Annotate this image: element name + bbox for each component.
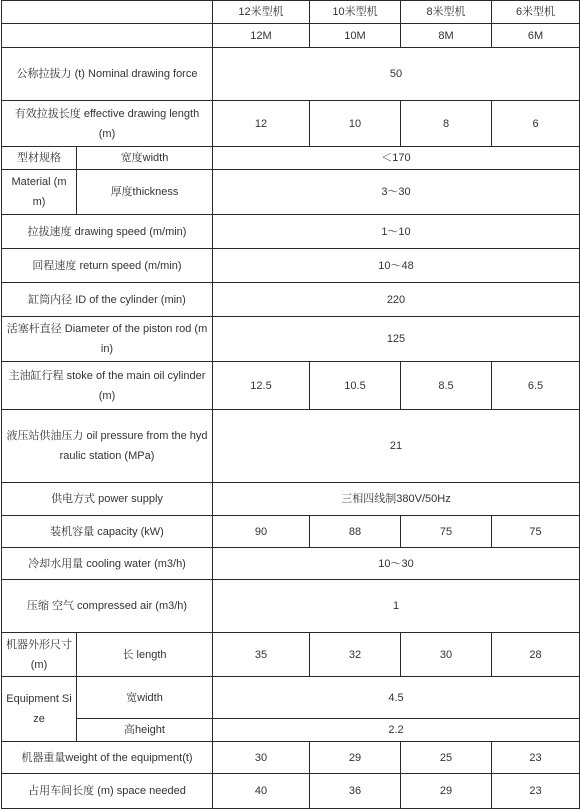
row-power-supply <box>2 483 580 516</box>
effective-length-label: 有效拉拔长度 effective drawing length (m) <box>2 101 213 147</box>
equipment-length-8m: 30 <box>401 633 492 677</box>
stroke-10m: 10.5 <box>310 362 401 410</box>
cylinder-id-value: 220 <box>213 283 580 317</box>
stroke-12m: 12.5 <box>213 362 310 410</box>
return-speed-value: 10～48 <box>213 249 580 283</box>
space-needed-label: 占用车间长度 (m) space needed <box>2 774 213 809</box>
model-12m-en: 12M <box>213 24 310 48</box>
equipment-length-6m: 28 <box>492 633 580 677</box>
row-cylinder-id <box>2 283 580 317</box>
capacity-12m: 90 <box>213 516 310 548</box>
equipment-height-value: 2.2 <box>213 719 580 742</box>
stroke-label: 主油缸行程 stoke of the main oil cylinder (m) <box>2 362 213 410</box>
model-8m-cn: 8米型机 <box>401 1 492 24</box>
oil-pressure-value: 21 <box>213 410 580 483</box>
spec-table <box>1 0 580 809</box>
stroke-6m: 6.5 <box>492 362 580 410</box>
power-supply-label: 供电方式 power supply <box>2 483 213 516</box>
row-equipment-height <box>2 719 580 742</box>
effective-length-10m: 10 <box>310 101 401 147</box>
cooling-water-label: 冷却水用量 cooling water (m3/h) <box>2 548 213 580</box>
space-needed-12m: 40 <box>213 774 310 809</box>
equipment-length-label: 长 length <box>77 633 213 677</box>
capacity-label: 装机容量 capacity (kW) <box>2 516 213 548</box>
oil-pressure-label: 液压站供油压力 oil pressure from the hydraulic station (MPa) <box>2 410 213 483</box>
model-8m-en: 8M <box>401 24 492 48</box>
cooling-water-value: 10～30 <box>213 548 580 580</box>
effective-length-12m: 12 <box>213 101 310 147</box>
header-row-en <box>2 24 580 48</box>
effective-length-6m: 6 <box>492 101 580 147</box>
compressed-air-value: 1 <box>213 580 580 633</box>
weight-12m: 30 <box>213 742 310 774</box>
piston-rod-label: 活塞杆直径 Diameter of the piston rod (min) <box>2 317 213 362</box>
row-compressed-air <box>2 580 580 633</box>
profile-width-label: 宽度width <box>77 147 213 170</box>
header-row-cn <box>2 1 580 24</box>
return-speed-label: 回程速度 return speed (m/min) <box>2 249 213 283</box>
equipment-height-label: 高height <box>77 719 213 742</box>
row-capacity <box>2 516 580 548</box>
row-equipment-width <box>2 677 580 719</box>
nominal-force-label: 公称拉拔力 (t) Nominal drawing force <box>2 48 213 101</box>
row-nominal-force <box>2 48 580 101</box>
equipment-size-group-label-cn: 机器外形尺寸(m) <box>2 633 77 677</box>
effective-length-8m: 8 <box>401 101 492 147</box>
model-10m-en: 10M <box>310 24 401 48</box>
model-10m-cn: 10米型机 <box>310 1 401 24</box>
weight-10m: 29 <box>310 742 401 774</box>
row-equipment-length <box>2 633 580 677</box>
header-corner-cell <box>2 1 213 24</box>
profile-width-value: ＜170 <box>213 147 580 170</box>
space-needed-8m: 29 <box>401 774 492 809</box>
row-profile-thickness <box>2 170 580 215</box>
drawing-speed-label: 拉拔速度 drawing speed (m/min) <box>2 215 213 249</box>
compressed-air-label: 压缩 空气 compressed air (m3/h) <box>2 580 213 633</box>
cylinder-id-label: 缸筒内径 ID of the cylinder (min) <box>2 283 213 317</box>
weight-6m: 23 <box>492 742 580 774</box>
row-effective-length <box>2 101 580 147</box>
row-weight <box>2 742 580 774</box>
equipment-length-12m: 35 <box>213 633 310 677</box>
stroke-8m: 8.5 <box>401 362 492 410</box>
equipment-width-label: 宽width <box>77 677 213 719</box>
model-12m-cn: 12米型机 <box>213 1 310 24</box>
weight-label: 机器重量weight of the equipment(t) <box>2 742 213 774</box>
capacity-6m: 75 <box>492 516 580 548</box>
row-space-needed <box>2 774 580 809</box>
header-corner-cell-2 <box>2 24 213 48</box>
row-oil-pressure <box>2 410 580 483</box>
piston-rod-value: 125 <box>213 317 580 362</box>
profile-thickness-value: 3～30 <box>213 170 580 215</box>
power-supply-value: 三相四线制380V/50Hz <box>213 483 580 516</box>
space-needed-10m: 36 <box>310 774 401 809</box>
row-piston-rod <box>2 317 580 362</box>
equipment-size-group-label-en: Equipment Size <box>2 677 77 742</box>
capacity-10m: 88 <box>310 516 401 548</box>
row-return-speed <box>2 249 580 283</box>
space-needed-6m: 23 <box>492 774 580 809</box>
profile-group-label-en: Material (mm) <box>2 170 77 215</box>
row-drawing-speed <box>2 215 580 249</box>
drawing-speed-value: 1～10 <box>213 215 580 249</box>
model-6m-en: 6M <box>492 24 580 48</box>
row-cooling-water <box>2 548 580 580</box>
model-6m-cn: 6米型机 <box>492 1 580 24</box>
profile-thickness-label: 厚度thickness <box>77 170 213 215</box>
nominal-force-value: 50 <box>213 48 580 101</box>
row-profile-width <box>2 147 580 170</box>
equipment-length-10m: 32 <box>310 633 401 677</box>
capacity-8m: 75 <box>401 516 492 548</box>
profile-group-label-cn: 型材规格 <box>2 147 77 170</box>
equipment-width-value: 4.5 <box>213 677 580 719</box>
row-stroke <box>2 362 580 410</box>
weight-8m: 25 <box>401 742 492 774</box>
